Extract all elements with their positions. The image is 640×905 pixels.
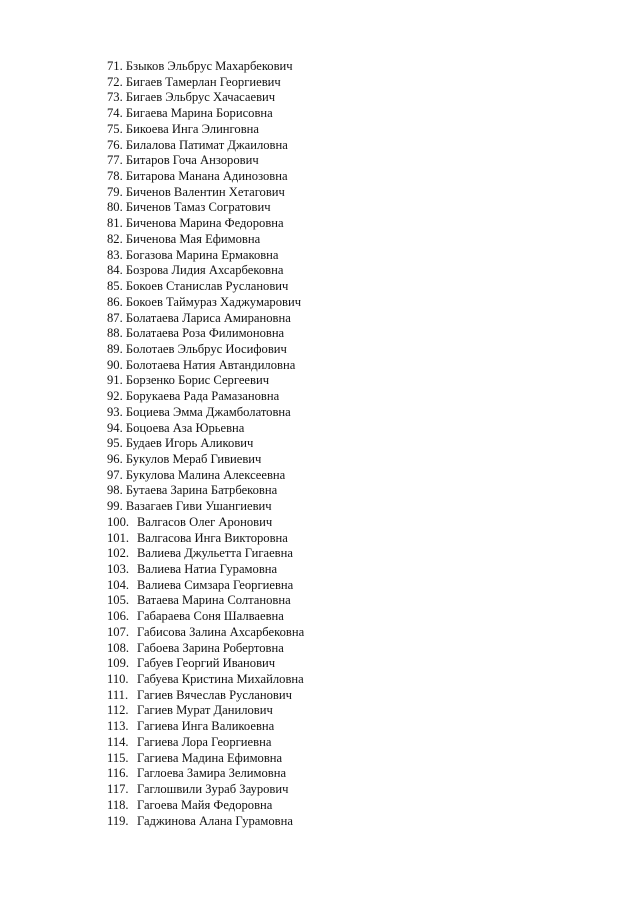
list-item-number: 74. xyxy=(107,106,123,121)
list-item-name: Боциева Эмма Джамболатовна xyxy=(125,404,291,419)
list-item-name: Бигаев Тамерлан Георгиевич xyxy=(125,74,281,89)
list-item-number: 81. xyxy=(107,216,123,231)
list-item-name: Биченов Валентин Хетагович xyxy=(125,184,285,199)
list-item-name: Битарова Манана Адинозовна xyxy=(125,169,288,184)
list-item-number: 101. xyxy=(107,530,130,545)
list-item-name: Валгасов Олег Аронович xyxy=(137,514,273,529)
list-item-name: Гаглошвили Зураб Заурович xyxy=(137,782,289,797)
list-item-name: Бзыков Эльбрус Махарбекович xyxy=(125,59,293,73)
list-item-number: 98. xyxy=(107,483,123,498)
list-item-name: Гагиев Вячеслав Русланович xyxy=(137,687,292,702)
list-item-name: Борукаева Рада Рамазановна xyxy=(125,389,280,404)
list-item-name: Бутаева Зарина Батрбековна xyxy=(125,483,278,498)
list-item-number: 79. xyxy=(107,184,123,199)
list-item-number: 92. xyxy=(107,389,123,404)
list-item-name: Биченов Тамаз Согратович xyxy=(125,200,271,215)
list-item-name: Букулова Малина Алексеевна xyxy=(125,467,286,482)
list-item-name: Габуева Кристина Михайловна xyxy=(137,672,304,687)
list-item-number: 102. xyxy=(107,546,130,561)
list-item-number: 96. xyxy=(107,451,123,466)
list-item-number: 84. xyxy=(107,263,123,278)
list-item-number: 80. xyxy=(107,200,123,215)
list-item-name: Болотаев Эльбрус Иосифович xyxy=(125,341,287,356)
list-item-number: 106. xyxy=(107,609,130,624)
list-item-name: Биченова Мая Ефимовна xyxy=(125,231,261,246)
list-item-number: 99. xyxy=(107,499,123,514)
list-item-name: Бигаева Марина Борисовна xyxy=(125,106,273,121)
list-item-name: Валгасова Инга Викторовна xyxy=(137,530,288,545)
list-item-number: 105. xyxy=(107,593,130,608)
list-item-name: Валиева Натиа Гурамовна xyxy=(137,562,278,576)
list-item-name: Габисова Залина Ахсарбековна xyxy=(137,624,305,639)
list-item-number: 75. xyxy=(107,121,123,136)
list-item-number: 73. xyxy=(107,90,123,105)
list-item-number: 116. xyxy=(107,766,129,781)
list-item-name: Болатаева Лариса Амирановна xyxy=(125,310,291,325)
list-item-name: Букулов Мераб Гивиевич xyxy=(125,451,262,466)
list-item-name: Борзенко Борис Сергеевич xyxy=(125,373,270,388)
list-item-name: Гагиева Мадина Ефимовна xyxy=(137,750,283,765)
list-item-name: Гагиев Мурат Данилович xyxy=(137,703,273,718)
list-item-name: Бокоев Таймураз Хаджумарович xyxy=(125,294,302,309)
list-item-number: 104. xyxy=(107,577,130,592)
list-item-number: 94. xyxy=(107,420,123,435)
list-item-number: 77. xyxy=(107,153,123,168)
list-item-name: Гагиева Инга Валикоевна xyxy=(137,719,275,734)
list-item-name: Гагоева Майя Федоровна xyxy=(137,797,273,812)
list-item-number: 93. xyxy=(107,404,123,419)
list-item-number: 91. xyxy=(107,373,123,388)
list-item-name: Валиева Симзара Георгиевна xyxy=(137,577,294,592)
list-item-number: 85. xyxy=(107,279,123,294)
list-item-name: Габараева Соня Шалваевна xyxy=(137,609,284,624)
list-item-number: 118. xyxy=(107,797,129,812)
list-item-name: Болотаева Натия Автандиловна xyxy=(125,357,296,372)
list-item-number: 82. xyxy=(107,231,123,246)
list-item-number: 114. xyxy=(107,734,129,749)
list-item-name: Битаров Гоча Анзорович xyxy=(125,153,259,168)
list-item-name: Гагиева Лора Георгиевна xyxy=(137,734,272,749)
list-item-number: 72. xyxy=(107,74,123,89)
list-item-number: 108. xyxy=(107,640,130,655)
list-item-number: 112. xyxy=(107,703,129,718)
list-item-name: Габуев Георгий Иванович xyxy=(137,656,276,671)
list-item-number: 89. xyxy=(107,341,123,356)
list-item-number: 83. xyxy=(107,247,123,262)
list-item-number: 113. xyxy=(107,719,129,734)
list-item-name: Бозрова Лидия Ахсарбековна xyxy=(125,263,284,278)
list-item-name: Ватаева Марина Солтановна xyxy=(137,593,291,608)
list-item-name: Будаев Игорь Аликович xyxy=(125,436,254,451)
list-item-name: Бокоев Станислав Русланович xyxy=(125,279,289,294)
list-item-number: 71. xyxy=(107,59,123,73)
list-item-number: 107. xyxy=(107,624,130,639)
list-item-number: 117. xyxy=(107,782,129,797)
list-item-name: Габоева Зарина Робертовна xyxy=(137,640,284,655)
list-item-name: Вазагаев Гиви Ушангиевич xyxy=(125,499,272,514)
list-item-number: 115. xyxy=(107,750,129,765)
list-item-number: 109. xyxy=(107,656,130,671)
list-item-name: Валиева Джульетта Гигаевна xyxy=(137,546,293,561)
list-item-number: 76. xyxy=(107,137,123,152)
list-item-name: Гаджинова Алана Гурамовна xyxy=(137,813,293,828)
list-item-number: 86. xyxy=(107,294,123,309)
list-item-number: 100. xyxy=(107,514,130,529)
list-item-name: Болатаева Роза Филимоновна xyxy=(125,326,285,341)
list-item-number: 110. xyxy=(107,672,129,687)
list-item-name: Богазова Марина Ермаковна xyxy=(125,247,279,262)
list-item-number: 88. xyxy=(107,326,123,341)
list-item-number: 97. xyxy=(107,467,123,482)
list-item-number: 87. xyxy=(107,310,123,325)
list-item-number: 103. xyxy=(107,562,130,576)
list-item-number: 95. xyxy=(107,436,123,451)
list-item-name: Бигаев Эльбрус Хачасаевич xyxy=(125,90,276,105)
list-item-number: 78. xyxy=(107,169,123,184)
list-item-name: Билалова Патимат Джаиловна xyxy=(125,137,288,152)
list-item-name: Гаглоева Замира Зелимовна xyxy=(137,766,287,781)
list-item-name: Боцоева Аза Юрьевна xyxy=(125,420,245,435)
list-item-number: 90. xyxy=(107,357,123,372)
list-item-name: Бикоева Инга Элинговна xyxy=(125,121,259,136)
list-item-number: 111. xyxy=(107,687,129,702)
list-item-number: 119. xyxy=(107,813,129,828)
list-item-name: Биченова Марина Федоровна xyxy=(125,216,284,231)
